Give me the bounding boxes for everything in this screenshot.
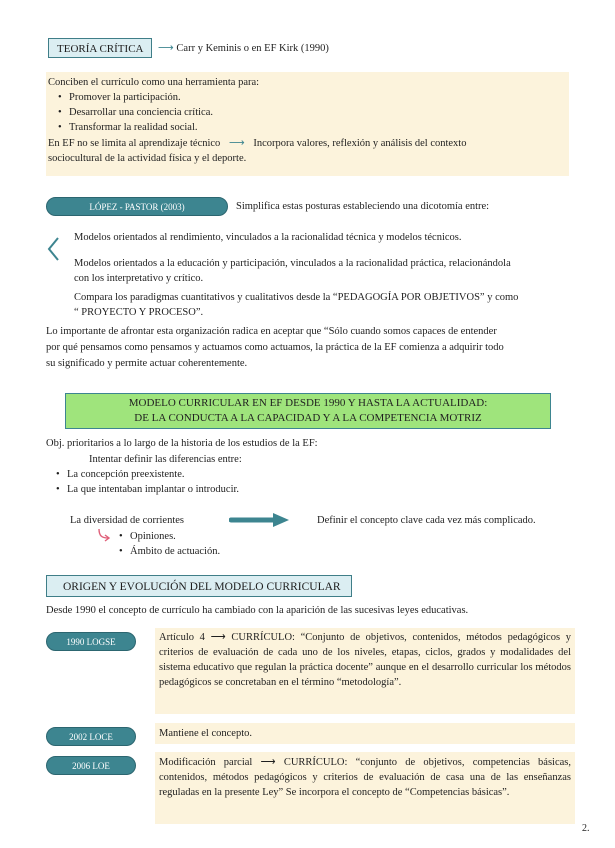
right-arrow-icon: ⟶	[228, 136, 245, 149]
authors-text: Carr y Keminis o en EF Kirk (1990)	[176, 43, 329, 54]
compare-line-2: “ PROYECTO Y PROCESO”.	[74, 307, 204, 318]
ef-right-text: Incorpora valores, reflexión y análisis del contexto	[253, 138, 467, 149]
intent-text: Intentar definir las diferencias entre:	[89, 454, 242, 465]
ef-line	[48, 135, 567, 151]
modelo-curricular-title-box	[65, 393, 551, 429]
title-line-2: DE LA CONDUCTA A LA CAPACIDAD Y A LA COMPETENCIA MOTRIZ	[134, 412, 482, 424]
law-pill-2002-loce: 2002 LOCE	[46, 727, 136, 746]
list-item: • Opiniones.	[118, 529, 220, 544]
law-pill-1990-logse: 1990 LOGSE	[46, 632, 136, 651]
law-text-2002-loce: Mantiene el concepto.	[155, 723, 575, 744]
title-line-1: MODELO CURRICULAR EN EF DESDE 1990 Y HASTA LA ACTUALIDAD:	[128, 397, 488, 409]
teoria-critica-box	[46, 72, 569, 176]
obj-text: Obj. prioritarios a lo largo de la historia de los estudios de la EF:	[46, 438, 318, 449]
authors-line	[158, 40, 329, 56]
intro-text: Conciben el currículo como una herramienta para:	[48, 77, 260, 88]
origen-intro: Desde 1990 el concepto de currículo ha cambiado con la aparición de las sucesivas leyes educativas.	[46, 605, 469, 616]
teoria-bullets	[57, 90, 567, 135]
page-number: 2.	[582, 823, 590, 834]
compare-line-1: Compara los paradigmas cuantitativos y cualitativos desde la “PEDAGOGÍA POR OBJETIVOS” y como	[74, 292, 519, 303]
right-arrow-icon: ⟶	[158, 41, 174, 54]
paragraph-line-1: Lo importante de afrontar esta organización radica en aceptar que “Sólo cuando somos capaces de entender	[46, 326, 497, 337]
ef-left-text: En EF no se limita al aprendizaje técnico	[48, 138, 221, 149]
big-right-arrow-icon	[229, 511, 291, 529]
model-1-text: Modelos orientados al rendimiento, vinculados a la racionalidad técnica y modelos técnicos.	[74, 232, 462, 243]
law-pill-2006-loe: 2006 LOE	[46, 756, 136, 775]
list-item: • Transformar la realidad social.	[57, 120, 567, 135]
bracket-icon	[46, 236, 62, 262]
section-label-teoria-critica: TEORÍA CRÍTICA	[48, 38, 152, 58]
dicotomia-lead: Simplifica estas posturas estableciendo una dicotomía entre:	[236, 201, 490, 212]
list-item: • La que intentaban implantar o introducir.	[55, 482, 239, 497]
ef-line-2: sociocultural de la actividad física y el deporte.	[48, 153, 247, 164]
paragraph-line-3: su significado y permite actuar coherentemente.	[46, 358, 248, 369]
list-item: • La concepción preexistente.	[55, 467, 239, 482]
curved-arrow-icon	[96, 528, 112, 542]
model-2-line-2: con los interpretativo y crítico.	[74, 273, 204, 284]
law-text-1990-logse: Artículo 4 ⟶ CURRÍCULO: “Conjunto de objetivos, contenidos, métodos pedagógicos y criterios de evaluación de cada uno de los niveles, etapas, ciclos, grados y modalidades del sistema educativo que regulan la práctica docente” aunque en el desarrollo curricular los métodos pedagógicos se concretaban en el término “metodología”.	[155, 628, 575, 714]
intent-bullets	[55, 467, 239, 497]
law-text-2006-loe: Modificación parcial ⟶ CURRÍCULO: “conjunto de objetivos, competencias básicas, contenidos, métodos pedagógicos y criterios de evaluación de casa una de las enseñanzas reguladas en la presente Ley” Se incorpora el concepto de “Competencias básicas”.	[155, 752, 575, 824]
list-item: • Ámbito de actuación.	[118, 544, 220, 559]
paragraph-line-2: por qué pensamos como pensamos y actuamos como actuamos, la práctica de la EF comienza a adquirir todo	[46, 342, 504, 353]
list-item: • Promover la participación.	[57, 90, 567, 105]
author-pill-lopez-pastor: LÓPEZ - PASTOR (2003)	[46, 197, 228, 216]
define-text: Definir el concepto clave cada vez más complicado.	[317, 515, 536, 526]
list-item: • Desarrollar una conciencia crítica.	[57, 105, 567, 120]
diversity-text: La diversidad de corrientes	[70, 515, 184, 526]
model-2-line-1: Modelos orientados a la educación y participación, vinculados a la racionalidad práctica, relacionándola	[74, 258, 511, 269]
diversity-bullets	[118, 529, 220, 559]
section-label-origen: ORIGEN Y EVOLUCIÓN DEL MODELO CURRICULAR	[46, 575, 352, 597]
